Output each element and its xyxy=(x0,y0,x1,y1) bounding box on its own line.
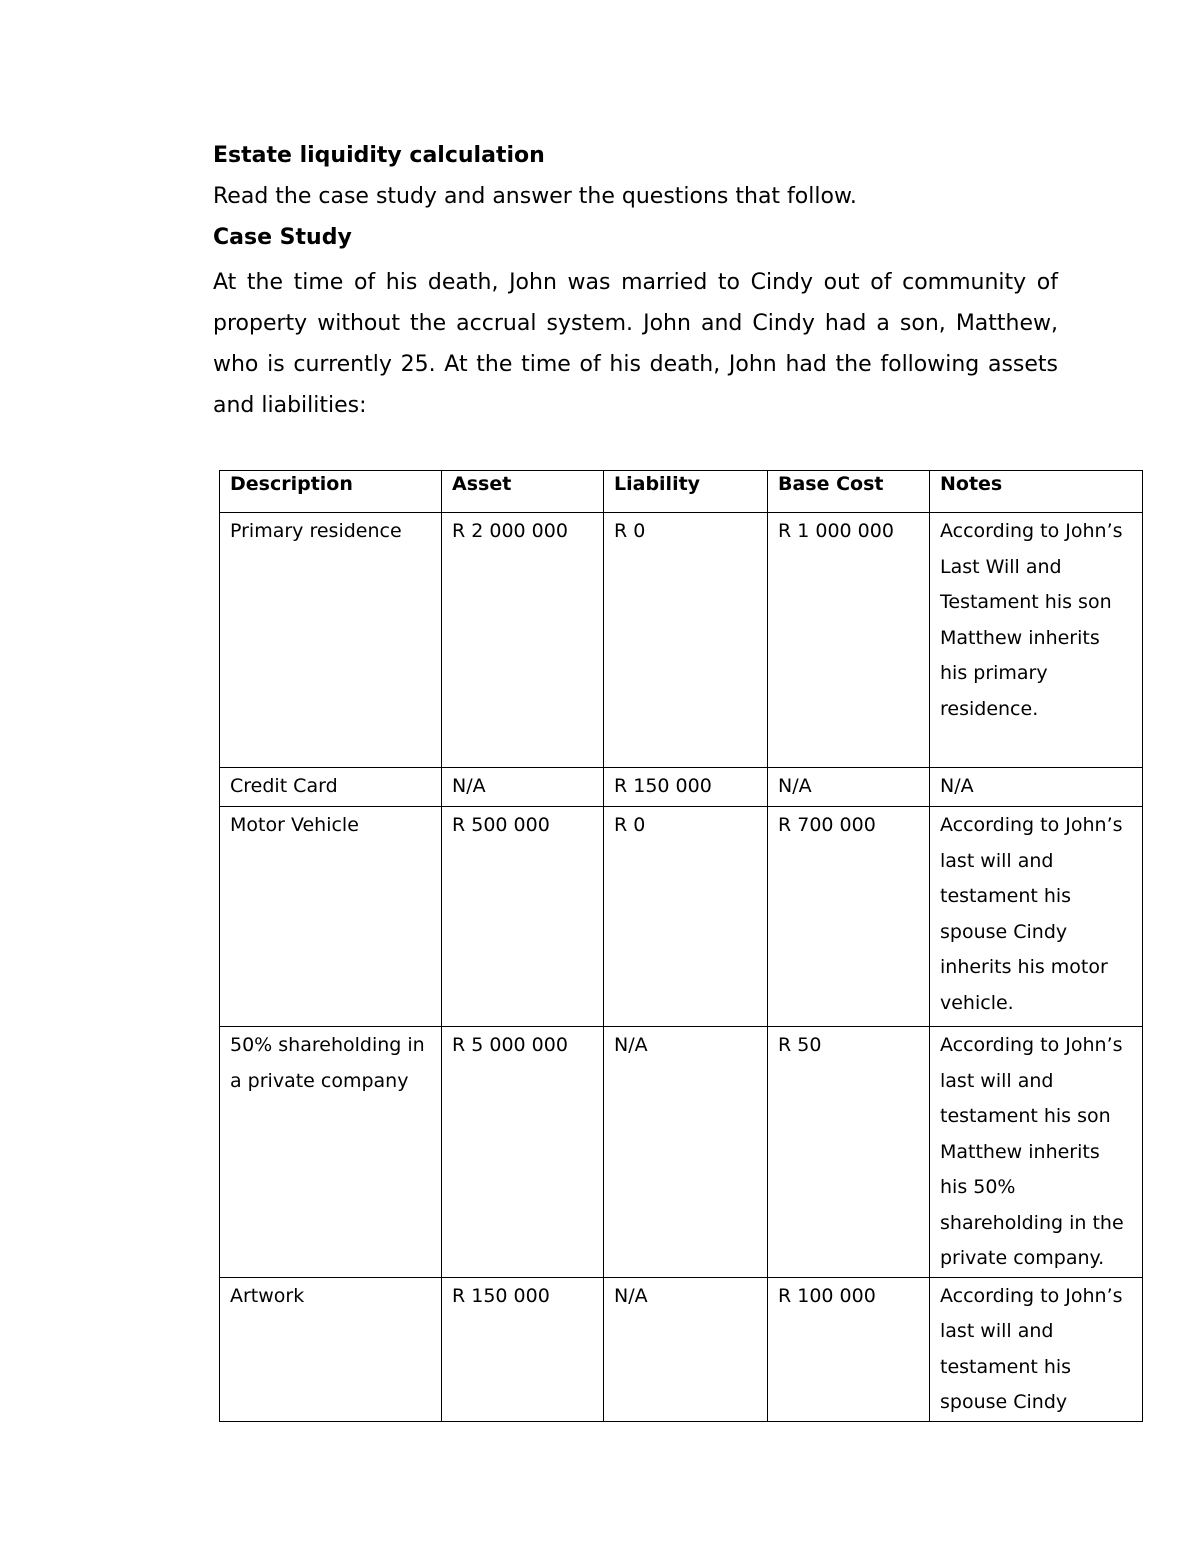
table-row xyxy=(220,1027,1143,1278)
cell-base-cost: R 50 xyxy=(768,1027,930,1278)
cell-notes: According to John’s last will and testament his spouse Cindy xyxy=(930,1277,1143,1421)
cell-asset: R 150 000 xyxy=(442,1277,604,1421)
cell-base-cost: N/A xyxy=(768,768,930,807)
header-liability: Liability xyxy=(604,471,768,513)
cell-base-cost: R 1 000 000 xyxy=(768,513,930,768)
assets-liabilities-table xyxy=(219,470,1143,1422)
section-heading: Case Study xyxy=(213,225,352,250)
cell-asset: N/A xyxy=(442,768,604,807)
cell-description: Primary residence xyxy=(220,513,442,768)
cell-asset: R 500 000 xyxy=(442,807,604,1027)
case-study-paragraph: At the time of his death, John was married to Cindy out of community of property without the accrual system. John and Cindy had a son, Matthew, who is currently 25. At the time of his death, John had the following assets and liabilities: xyxy=(213,270,1058,418)
cell-liability: R 0 xyxy=(604,807,768,1027)
cell-asset: R 5 000 000 xyxy=(442,1027,604,1278)
table-row xyxy=(220,768,1143,807)
table-row xyxy=(220,807,1143,1027)
document-title: Estate liquidity calculation xyxy=(213,143,545,168)
cell-base-cost: R 700 000 xyxy=(768,807,930,1027)
cell-liability: N/A xyxy=(604,1277,768,1421)
cell-notes: According to John’s Last Will and Testament his son Matthew inherits his primary residence. xyxy=(930,513,1143,768)
cell-description: Motor Vehicle xyxy=(220,807,442,1027)
table-row xyxy=(220,1277,1143,1421)
cell-liability: R 150 000 xyxy=(604,768,768,807)
cell-description: Credit Card xyxy=(220,768,442,807)
cell-notes: N/A xyxy=(930,768,1143,807)
instruction-text: Read the case study and answer the questions that follow. xyxy=(213,184,857,209)
cell-base-cost: R 100 000 xyxy=(768,1277,930,1421)
cell-notes: According to John’s last will and testament his son Matthew inherits his 50% shareholding in the private company. xyxy=(930,1027,1143,1278)
header-asset: Asset xyxy=(442,471,604,513)
cell-liability: N/A xyxy=(604,1027,768,1278)
cell-description: Artwork xyxy=(220,1277,442,1421)
cell-asset: R 2 000 000 xyxy=(442,513,604,768)
cell-notes: According to John’s last will and testament his spouse Cindy inherits his motor vehicle. xyxy=(930,807,1143,1027)
header-base-cost: Base Cost xyxy=(768,471,930,513)
header-notes: Notes xyxy=(930,471,1143,513)
table-header-row xyxy=(220,471,1143,513)
header-description: Description xyxy=(220,471,442,513)
table-row xyxy=(220,513,1143,768)
cell-liability: R 0 xyxy=(604,513,768,768)
cell-description: 50% shareholding in a private company xyxy=(220,1027,442,1278)
